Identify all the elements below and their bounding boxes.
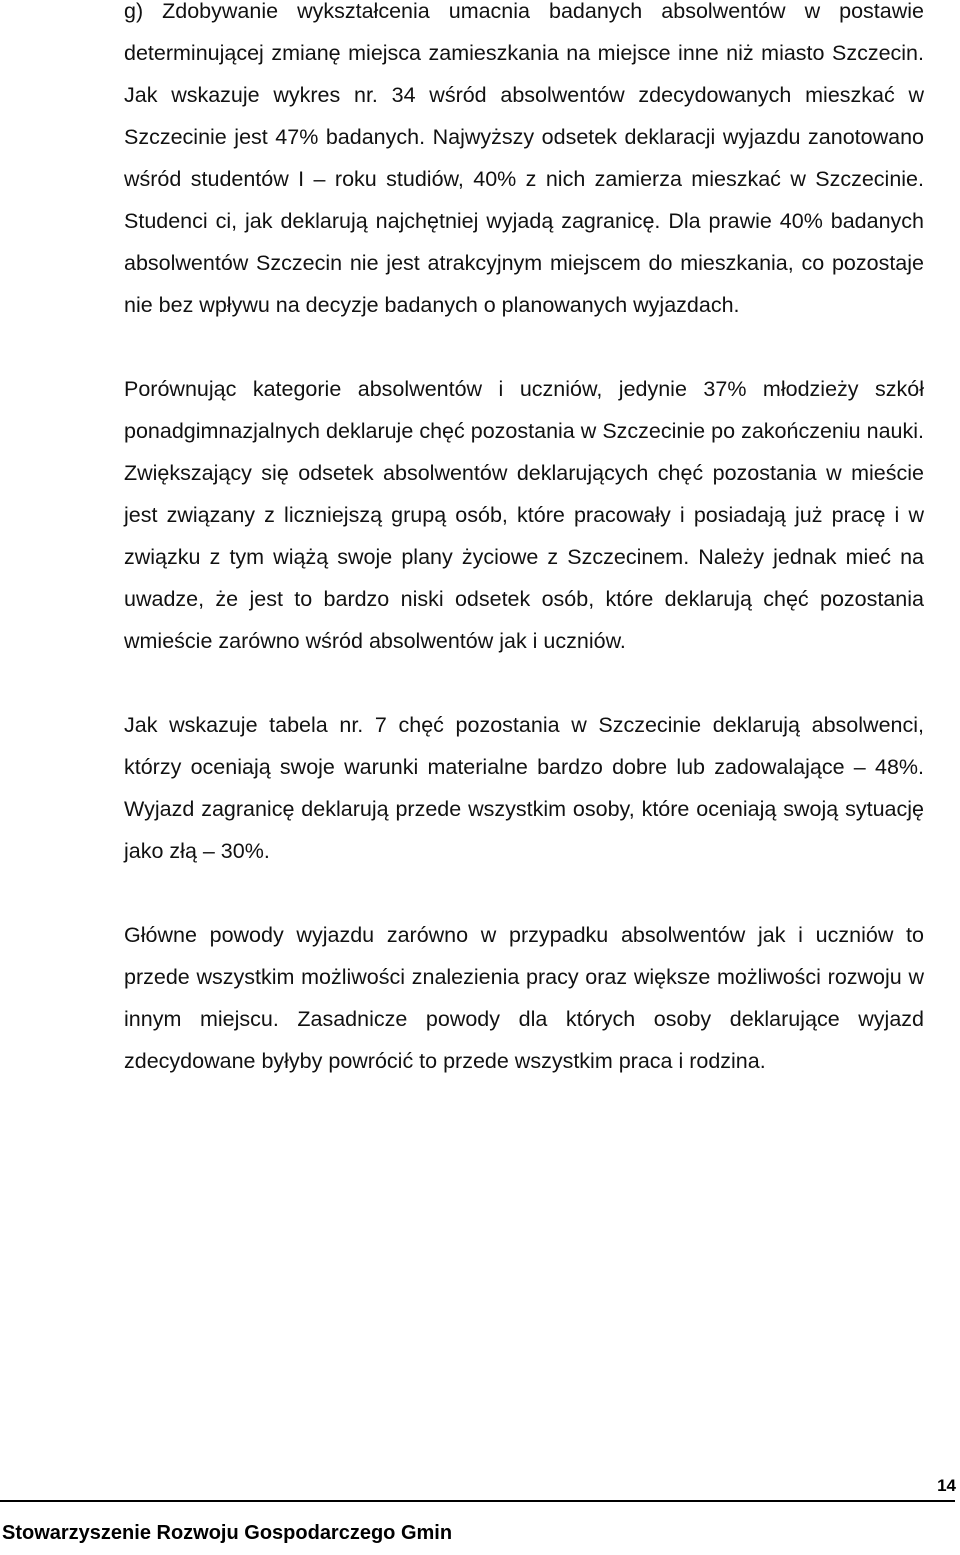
footer-divider <box>0 1500 955 1502</box>
paragraph-graduates-residence: g) Zdobywanie wykształcenia umacnia badanych absolwentów w postawie determinującej zmianę miejsca zamieszkania na miejsce inne niż miasto Szczecin. Jak wskazuje wykres nr. 34 wśród absolwentów zdecydowanych mieszkać w Szczecinie jest 47% badanych. Najwyższy odsetek deklaracji wyjazdu zanotowano wśród studentów I – roku studiów, 40% z nich zamierza mieszkać w Szczecinie. Studenci ci, jak deklarują najchętniej wyjadą zagranicę. Dla prawie 40% badanych absolwentów Szczecin nie jest atrakcyjnym miejscem do mieszkania, co pozostaje nie bez wpływu na decyzje badanych o planowanych wyjazdach. <box>124 0 924 317</box>
paragraph-graduates-vs-students: Porównując kategorie absolwentów i uczniów, jedynie 37% młodzieży szkół ponadgimnazjalnych deklaruje chęć pozostania w Szczecinie po zakończeniu nauki. Zwiększający się odsetek absolwentów deklarujących chęć pozostania w mieście jest związany z liczniejszą grupą osób, które pracowały i posiadają już pracę i w związku z tym wiążą swoje plany życiowe z Szczecinem. Należy jednak mieć na uwadze, że jest to bardzo niski odsetek osób, które deklarują chęć pozostania wmieście zarówno wśród absolwentów jak i uczniów. <box>124 377 924 653</box>
paragraph-main-reasons: Główne powody wyjazdu zarówno w przypadku absolwentów jak i uczniów to przede wszystkim możliwości znalezienia pracy oraz większe możliwości rozwoju w innym miejscu. Zasadnicze powody dla których osoby deklarujące wyjazd zdecydowane byłyby powrócić to przede wszystkim praca i rodzina. <box>124 923 924 1073</box>
document-body <box>124 0 924 1082</box>
page-number: 14 <box>937 1476 956 1495</box>
page-footer <box>0 1470 960 1555</box>
paragraph-table-7: Jak wskazuje tabela nr. 7 chęć pozostania w Szczecinie deklarują absolwenci, którzy oceniają swoje warunki materialne bardzo dobre lub zadowalające – 48%. Wyjazd zagranicę deklarują przede wszystkim osoby, które oceniają swoją sytuację jako złą – 30%. <box>124 713 924 863</box>
footer-organization-name: Stowarzyszenie Rozwoju Gospodarczego Gmin <box>2 1522 453 1544</box>
